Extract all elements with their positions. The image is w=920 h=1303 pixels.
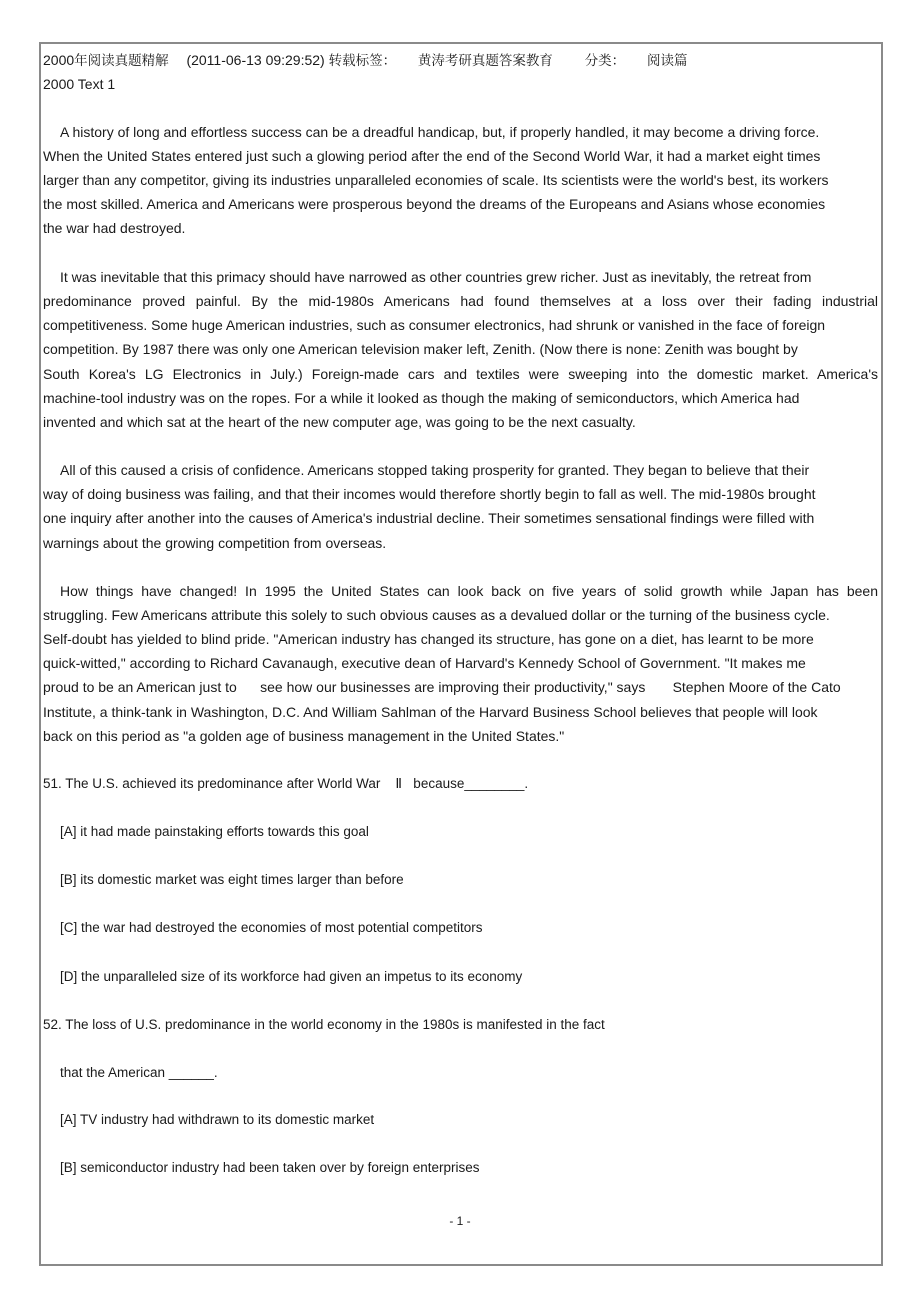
paragraph-line: larger than any competitor, giving its industries unparalleled economies of scale. Its scientists were the world's best, its workers [43,172,829,188]
paragraph-line: A history of long and effortless success can be a dreadful handicap, but, if properly handled, it may become a driving force. [60,124,820,140]
paragraph-line: All of this caused a crisis of confidence. Americans stopped taking prosperity for granted. They began to believe that their [60,462,810,478]
answer-option-a[interactable]: [A] TV industry had withdrawn to its domestic market [60,1112,375,1127]
paragraph-line: one inquiry after another into the causes of America's industrial decline. Their sometimes sensational findings were filled with [43,510,815,526]
paragraph-line: the war had destroyed. [43,220,186,236]
paragraph-line: Institute, a think-tank in Washington, D.C. And William Sahlman of the Harvard Business School believes that people will look [43,704,818,720]
paragraph-line: invented and which sat at the heart of the new computer age, was going to be the next casualty. [43,414,636,430]
paragraph-line: the most skilled. America and Americans were prosperous beyond the dreams of the Europeans and Asians whose economies [43,196,826,212]
answer-option-c[interactable]: [C] the war had destroyed the economies of most potential competitors [60,920,483,935]
answer-option-a[interactable]: [A] it had made painstaking efforts towards this goal [60,824,369,839]
answer-option-b[interactable]: [B] its domestic market was eight times larger than before [60,872,404,887]
paragraph-line: struggling. Few Americans attribute this solely to such obvious causes as a devalued dollar or the turning of the business cycle. [43,607,830,623]
paragraph-line: competition. By 1987 there was only one American television maker left, Zenith. (Now there is none: Zenith was bought by [43,341,798,357]
answer-option-b[interactable]: [B] semiconductor industry had been taken over by foreign enterprises [60,1160,480,1175]
page-number: - 1 - [449,1214,471,1228]
question-stem: 52. The loss of U.S. predominance in the world economy in the 1980s is manifested in the fact [43,1017,605,1032]
paragraph-line: back on this period as "a golden age of business management in the United States." [43,728,565,744]
paragraph-line: When the United States entered just such a glowing period after the end of the Second World War, it had a market eight times [43,148,821,164]
header-timestamp: (2011-06-13 09:29:52) [186,52,325,68]
question-stem: 51. The U.S. achieved its predominance after World War Ⅱ because________. [43,776,529,791]
tags-value[interactable]: 黄涛考研真题答案教育 [417,53,553,69]
paragraph-line: proud to be an American just to see how our businesses are improving their productivity," says Stephen Moore of the Cato [43,679,841,695]
answer-option-d[interactable]: [D] the unparalleled size of its workforce had given an impetus to its economy [60,969,523,984]
paragraph-line: quick-witted," according to Richard Cavanaugh, executive dean of Harvard's Kennedy School of Government. "It makes me [43,655,806,671]
paragraph-line: machine-tool industry was on the ropes. For a while it looked as though the making of semiconductors, which America had [43,390,800,406]
text-subtitle: 2000 Text 1 [43,76,116,92]
paragraph-line: warnings about the growing competition from overseas. [43,535,387,551]
question-stem-continued: that the American ______. [60,1065,218,1080]
header-title: 2000年阅读真题精解 [43,52,169,69]
paragraph-line: South Korea's LG Electronics in July.) Foreign-made cars and textiles were sweeping into the domestic market. America's [43,366,878,382]
tags-label: 转载标签： [328,53,397,69]
paragraph-line: competitiveness. Some huge American industries, such as consumer electronics, had shrunk or vanished in the face of foreign [43,317,826,333]
paragraph-line: Self-doubt has yielded to blind pride. "American industry has changed its structure, has gone on a diet, has learnt to be more [43,631,814,647]
paragraph-line: way of doing business was failing, and that their incomes would therefore shortly begin to fall as well. The mid-1980s brought [43,486,816,502]
category-label: 分类： [584,53,626,69]
paragraph-line: predominance proved painful. By the mid-1980s Americans had found themselves at a loss over their fading industrial [43,293,878,309]
category-value[interactable]: 阅读篇 [646,53,688,69]
document-header [43,52,687,69]
paragraph-line: It was inevitable that this primacy should have narrowed as other countries grew richer. Just as inevitably, the retreat from [60,269,812,285]
paragraph-line: How things have changed! In 1995 the United States can look back on five years of solid growth while Japan has been [60,583,878,599]
